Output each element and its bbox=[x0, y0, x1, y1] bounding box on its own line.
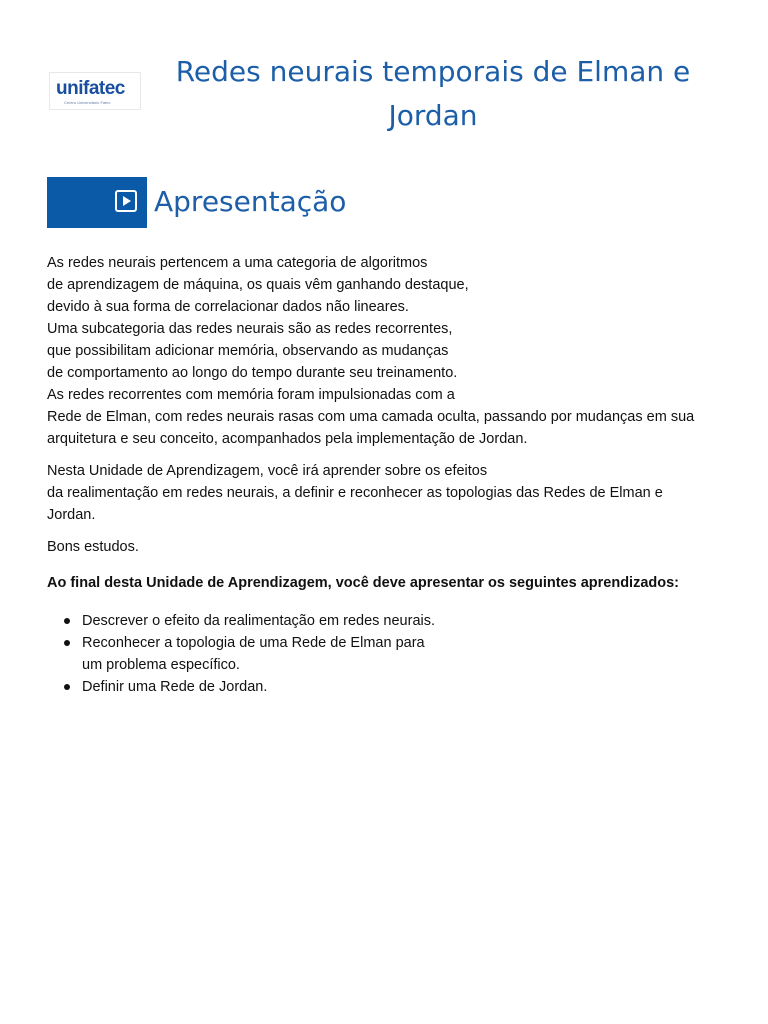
paragraph-line: arquitetura e seu conceito, acompanhados pela implementação de Jordan. bbox=[47, 431, 528, 447]
page-title-line-2: Jordan bbox=[388, 99, 478, 132]
paragraph-line: da realimentação em redes neurais, a definir e reconhecer as topologias das Redes de Elman e bbox=[47, 485, 663, 501]
intro-paragraph bbox=[47, 252, 721, 450]
list-item bbox=[82, 610, 721, 632]
list-item-line: Definir uma Rede de Jordan. bbox=[82, 679, 268, 695]
page-title-line-1: Redes neurais temporais de Elman e bbox=[175, 55, 691, 88]
paragraph-line: As redes neurais pertencem a uma categoria de algoritmos bbox=[47, 255, 428, 271]
paragraph-line: Uma subcategoria das redes neurais são as redes recorrentes, bbox=[47, 321, 453, 337]
list-item bbox=[82, 632, 721, 676]
play-icon bbox=[115, 190, 137, 212]
paragraph-line: Rede de Elman, com redes neurais rasas com uma camada oculta, passando por mudanças em sua bbox=[47, 409, 695, 425]
logo-subtitle: Centro Universitário Fatec bbox=[64, 100, 111, 105]
paragraph-line: devido à sua forma de correlacionar dados não lineares. bbox=[47, 299, 409, 315]
logo-text: unifatec bbox=[56, 78, 125, 99]
list-item-line: Descrever o efeito da realimentação em redes neurais. bbox=[82, 613, 436, 629]
page-title bbox=[140, 50, 726, 138]
paragraph-line: As redes recorrentes com memória foram impulsionadas com a bbox=[47, 387, 455, 403]
bons-estudos: Bons estudos. bbox=[47, 539, 139, 555]
unit-paragraph bbox=[47, 460, 721, 526]
list-item-line: um problema específico. bbox=[82, 657, 240, 673]
section-bar bbox=[47, 177, 147, 228]
section-title: Apresentação bbox=[154, 185, 347, 218]
header bbox=[0, 0, 768, 150]
paragraph-line: de comportamento ao longo do tempo durante seu treinamento. bbox=[47, 365, 458, 381]
section-header bbox=[47, 177, 727, 228]
content bbox=[47, 252, 721, 698]
paragraph-line: Jordan. bbox=[47, 507, 96, 523]
paragraph-line: Nesta Unidade de Aprendizagem, você irá aprender sobre os efeitos bbox=[47, 463, 488, 479]
paragraph-line: de aprendizagem de máquina, os quais vêm ganhando destaque, bbox=[47, 277, 469, 293]
list-item-line: Reconhecer a topologia de uma Rede de Elman para bbox=[82, 635, 425, 651]
paragraph-line: que possibilitam adicionar memória, observando as mudanças bbox=[47, 343, 449, 359]
list-item bbox=[82, 676, 721, 698]
unifatec-logo bbox=[49, 72, 141, 110]
objectives-intro: Ao final desta Unidade de Aprendizagem, você deve apresentar os seguintes aprendizados: bbox=[47, 575, 679, 591]
objectives-list bbox=[47, 610, 721, 698]
